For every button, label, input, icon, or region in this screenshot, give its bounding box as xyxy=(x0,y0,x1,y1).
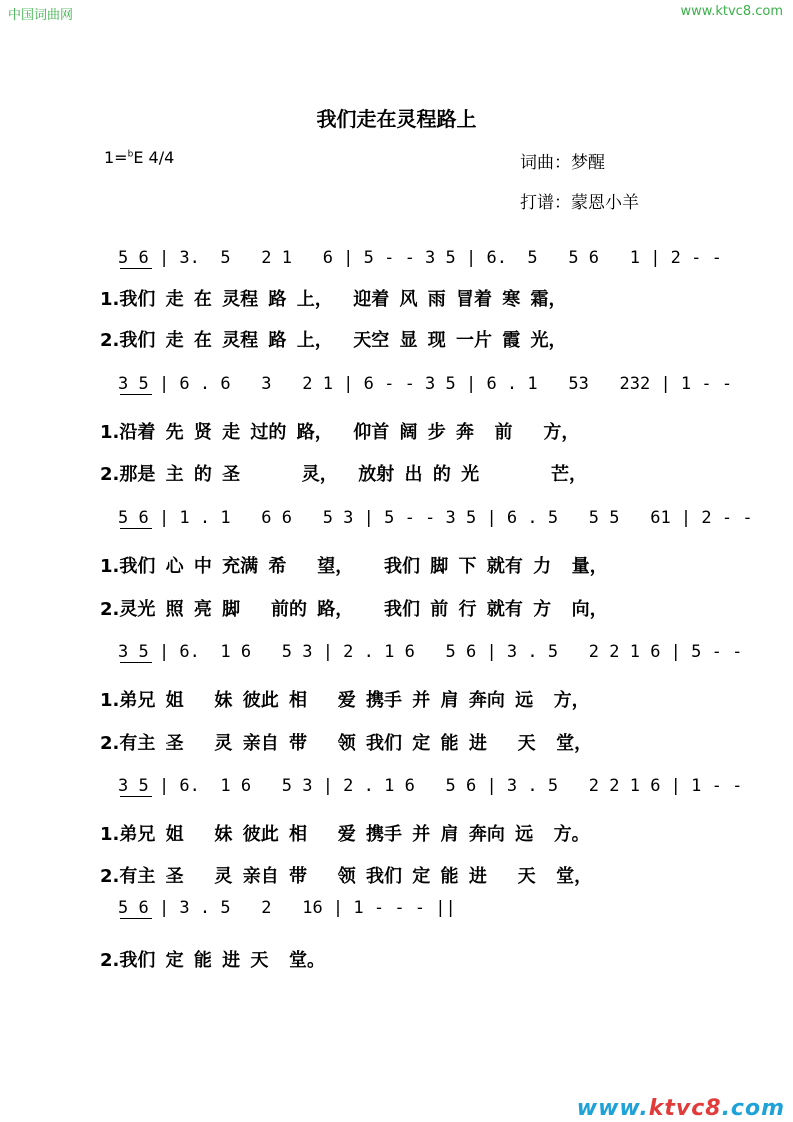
lyric-line-4-verse-1: 1.弟兄 姐 妹 彼此 相 爱 携手 并 肩 奔向 远 方， xyxy=(100,690,590,711)
beam-mark xyxy=(120,796,152,797)
notation-line-5: 3 5 | 6. 1 6 5 3 | 2 . 1 6 5 6 | 3 . 5 2 2 1 6 | 1 - - xyxy=(118,776,743,796)
footer-url-brand: ktvc8 xyxy=(648,1096,722,1121)
lyric-line-1-verse-2: 2.我们 走 在 灵程 路 上， 天空 显 现 一片 霞 光， xyxy=(100,330,567,351)
site-url[interactable]: www.ktvc8.com xyxy=(680,4,783,19)
lyric-line-3-verse-2: 2.灵光 照 亮 脚 前的 路， 我们 前 行 就有 方 向， xyxy=(100,599,608,620)
key-prefix: 1= xyxy=(104,148,128,167)
lyric-line-2-verse-2: 2.那是 主 的 圣 灵， 放射 出 的 光 芒， xyxy=(100,464,587,485)
lyric-line-3-verse-1: 1.我们 心 中 充满 希 望， 我们 脚 下 就有 力 量， xyxy=(100,556,608,577)
notation-line-1: 5 6 | 3. 5 2 1 6 | 5 - - 3 5 | 6. 5 5 6 1 | 2 - - xyxy=(118,248,722,268)
flat-sign: b xyxy=(127,149,134,160)
lyric-line-2-verse-1: 1.沿着 先 贤 走 过的 路， 仰首 阔 步 奔 前 方， xyxy=(100,422,580,443)
key-signature xyxy=(104,148,174,167)
notation-line-6: 5 6 | 3 . 5 2 16 | 1 - - - || xyxy=(118,898,456,918)
key-time: E 4/4 xyxy=(133,148,175,167)
notation-line-3: 5 6 | 1 . 1 6 6 5 3 | 5 - - 3 5 | 6 . 5 5 5 61 | 2 - - xyxy=(118,508,753,528)
beam-mark xyxy=(120,394,152,395)
site-name: 中国词曲网 xyxy=(8,8,74,23)
notation-line-2: 3 5 | 6 . 6 3 2 1 | 6 - - 3 5 | 6 . 1 53 232 | 1 - - xyxy=(118,374,733,394)
footer-url-prefix: www. xyxy=(576,1096,649,1121)
song-title: 我们走在灵程路上 xyxy=(316,107,477,131)
lyric-line-4-verse-2: 2.有主 圣 灵 亲自 带 领 我们 定 能 进 天 堂， xyxy=(100,733,593,754)
lyric-line-5-verse-2: 2.有主 圣 灵 亲自 带 领 我们 定 能 进 天 堂， xyxy=(100,866,593,887)
beam-mark xyxy=(120,268,152,269)
lyric-line-5-verse-1: 1.弟兄 姐 妹 彼此 相 爱 携手 并 肩 奔向 远 方。 xyxy=(100,824,590,845)
beam-mark xyxy=(120,662,152,663)
beam-mark xyxy=(120,528,152,529)
footer-site-logo[interactable] xyxy=(577,1096,785,1121)
notation-line-4: 3 5 | 6. 1 6 5 3 | 2 . 1 6 5 6 | 3 . 5 2 2 1 6 | 5 - - xyxy=(118,642,743,662)
lyric-line-6: 2.我们 定 能 进 天 堂。 xyxy=(100,950,325,971)
beam-mark xyxy=(120,918,152,919)
credit-transcriber: 打谱：蒙恩小羊 xyxy=(520,193,639,213)
credit-lyrics-music: 词曲：梦醒 xyxy=(520,153,605,173)
lyric-line-1-verse-1: 1.我们 走 在 灵程 路 上， 迎着 风 雨 冒着 寒 霜， xyxy=(100,289,567,310)
footer-url-suffix: .com xyxy=(721,1096,785,1121)
